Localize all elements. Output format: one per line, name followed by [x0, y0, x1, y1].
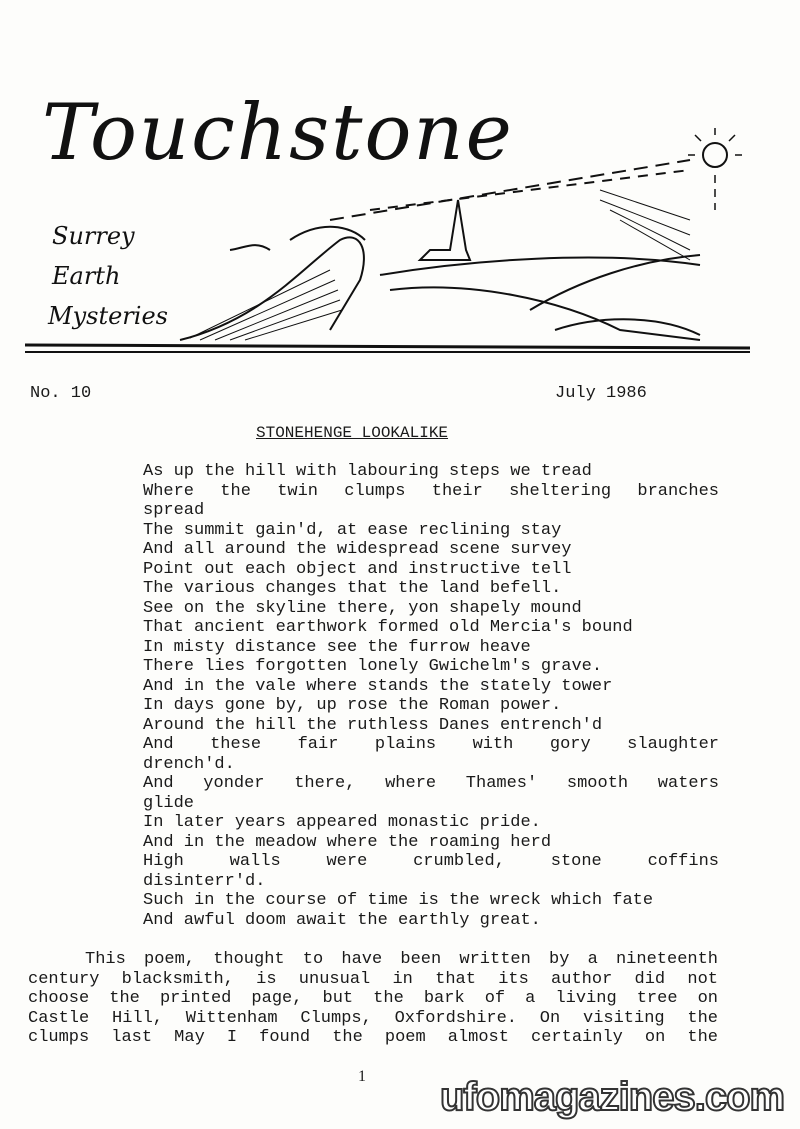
poem-line: spread [143, 501, 205, 520]
masthead-subtitle-line: Mysteries [48, 302, 168, 330]
poem-line: drench'd. [143, 754, 235, 774]
body-line: choose the printed page, but the bark of a living tree on [28, 989, 718, 1008]
masthead-title: Touchstone [42, 88, 514, 178]
poem-line: In later years appeared monastic pride. [143, 813, 541, 832]
poem-line: And all around the widespread scene survey [143, 540, 572, 559]
poem-line: The various changes that the land befell. [143, 579, 562, 598]
poem-line: In misty distance see the furrow heave [143, 637, 531, 657]
poem-line: glide [143, 793, 195, 813]
poem-line: Such in the course of time is the wreck which fate [143, 891, 654, 910]
poem-line: disinterr'd. [143, 871, 266, 891]
watermark: ufomagazines.com [440, 1075, 785, 1119]
poem-line: And in the meadow where the roaming herd [143, 832, 552, 852]
poem-line: That ancient earthwork formed old Mercia's bound [143, 618, 633, 637]
article-title: STONEHENGE LOOKALIKE [256, 424, 449, 442]
body-line: Castle Hill, Wittenham Clumps, Oxfordshire. On visiting the [28, 1008, 718, 1028]
article-body [28, 950, 718, 1048]
poem-line: In days gone by, up rose the Roman power. [143, 696, 562, 715]
issue-number: No. 10 [30, 384, 92, 403]
masthead-subtitle-line: Surrey [52, 222, 135, 250]
issue-date: July 1986 [555, 384, 647, 403]
poem [143, 462, 719, 930]
poem-line: There lies forgotten lonely Gwichelm's grave. [143, 657, 603, 676]
body-line: century blacksmith, is unusual in that its author did not [28, 969, 718, 989]
body-line: clumps last May I found the poem almost certainly on the [28, 1028, 718, 1047]
poem-line: Around the hill the ruthless Danes entrench'd [143, 715, 603, 735]
poem-line: High walls were crumbled, stone coffins [143, 852, 719, 871]
body-line: This poem, thought to have been written by a nineteenth [85, 950, 718, 969]
page-number: 1 [358, 1068, 366, 1085]
poem-line: And yonder there, where Thames' smooth waters [143, 774, 719, 793]
poem-line: As up the hill with labouring steps we tread [143, 462, 592, 481]
poem-line: And these fair plains with gory slaughter [143, 735, 719, 754]
poem-line: Point out each object and instructive tell [143, 559, 572, 579]
poem-line: Where the twin clumps their sheltering branches [143, 481, 719, 501]
poem-line: And awful doom await the earthly great. [143, 910, 541, 930]
poem-line: See on the skyline there, yon shapely mound [143, 598, 582, 618]
poem-line: And in the vale where stands the stately tower [143, 676, 613, 696]
poem-line: The summit gain'd, at ease reclining stay [143, 520, 562, 540]
masthead-subtitle-line: Earth [52, 262, 121, 290]
